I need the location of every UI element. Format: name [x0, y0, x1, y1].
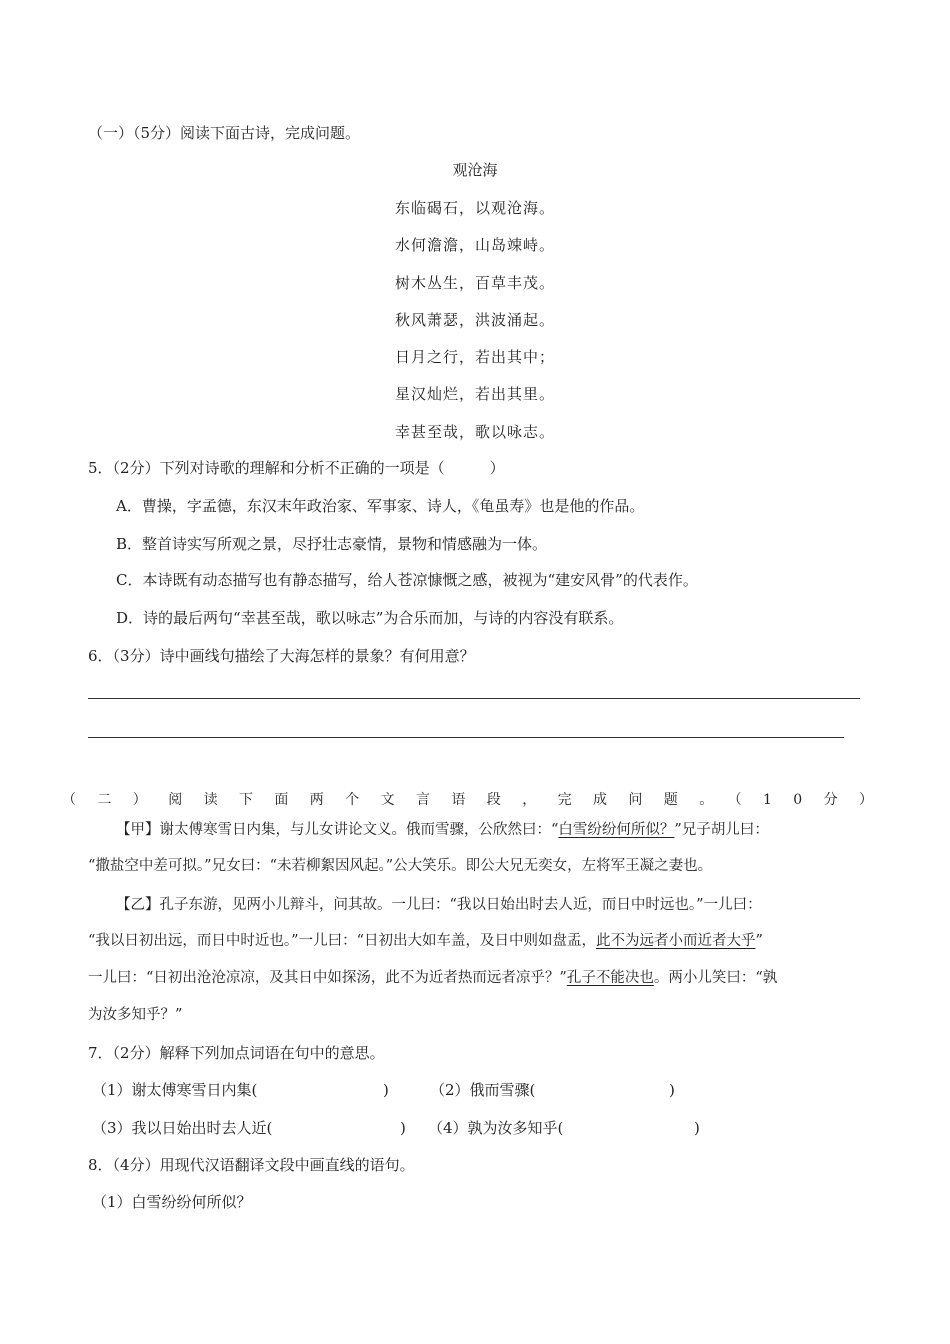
question-7-item-4: （4）孰为汝多知乎( [428, 1119, 564, 1137]
poem-line: 水何澹澹，山岛竦峙。 [394, 236, 555, 254]
passage-yi-line: 为汝多知乎？” [88, 1007, 183, 1023]
question-5-option-c: C．本诗既有动态描写也有静态描写，给人苍凉慷慨之感，被视为“建安风骨”的代表作。 [116, 571, 698, 589]
passage-jia-line [116, 820, 769, 840]
section1-heading: （一）（5分）阅读下面古诗，完成问题。 [88, 124, 361, 142]
poem-line: 东临碣石，以观沧海。 [394, 199, 555, 217]
blank-close: ) [383, 1081, 389, 1099]
question-8-item-1: （1）白雪纷纷何所似？ [92, 1193, 252, 1211]
question-5-option-b: B．整首诗实写所观之景，尽抒壮志豪情，景物和情感融为一体。 [116, 535, 548, 553]
blank-close: ) [669, 1081, 675, 1099]
item-text: （1）谢太傅寒雪日内集( [92, 1081, 258, 1099]
question-5-stem: 5．（2分）下列对诗歌的理解和分析不正确的一项是（ ） [88, 459, 505, 477]
question-7-item-2: （2）俄而雪骤( [430, 1081, 536, 1099]
poem-line: 幸甚至哉，歌以咏志。 [394, 423, 555, 441]
question-7-item-1 [92, 1080, 257, 1100]
passage-text: 一儿曰：“日初出沧沧凉凉，及其日中如探汤，此不为近者热而远者凉乎？” [88, 970, 567, 986]
poem-line: 星汉灿烂，若出其里。 [394, 385, 555, 403]
poem-title: 观沧海 [452, 161, 498, 179]
poem-line: 日月之行，若出其中； [394, 348, 555, 366]
question-7-stem: 7．（2分）解释下列加点词语在句中的意思。 [88, 1044, 385, 1062]
poem-line: 秋风萧瑟，洪波涌起。 [394, 311, 555, 329]
passage-yi-line [88, 931, 763, 951]
question-5-option-a: A．曹操，字孟德，东汉末年政治家、军事家、诗人，《龟虽寿》也是他的作品。 [116, 497, 645, 515]
underlined-sentence: 孔子不能决也 [566, 970, 654, 986]
passage-text: ” [755, 933, 763, 949]
answer-line[interactable] [88, 698, 860, 699]
underlined-sentence: 白雪纷纷何所似？ [558, 822, 675, 838]
passage-yi-line [88, 968, 777, 988]
blank-close: ) [400, 1119, 406, 1137]
question-8-stem: 8．（4分）用现代汉语翻译文段中画直线的语句。 [88, 1156, 415, 1174]
passage-text: 。两小儿笑曰：“孰 [653, 970, 778, 986]
passage-text: 【甲】谢太傅寒雪日内集，与儿女讲论文义。俄而雪骤，公欣然曰：“ [116, 822, 559, 838]
question-7-item-3: （3）我以日始出时去人近( [92, 1119, 273, 1137]
passage-text: “我以日初出远，而日中时近也。”一儿曰：“日初出大如车盖，及日中则如盘盂， [88, 933, 596, 949]
section2-heading: （二）阅读下面两个文言语段，完成问题。（10分） [62, 792, 895, 808]
passage-jia-line: “撒盐空中差可拟。”兄女曰：“未若柳絮因风起。”公大笑乐。即公大兄无奕女，左将军王凝之妻也。 [88, 858, 713, 874]
blank-close: ) [694, 1119, 700, 1137]
poem-line: 树木丛生，百草丰茂。 [394, 274, 555, 292]
passage-text: ”兄子胡儿曰： [674, 822, 769, 838]
passage-yi-line: 【乙】孔子东游，见两小儿辩斗，问其故。一儿曰：“我以日始出时去人近，而日中时远也。”一儿曰： [116, 897, 762, 913]
question-6-stem: 6．（3分）诗中画线句描绘了大海怎样的景象？有何用意？ [88, 647, 475, 665]
answer-line[interactable] [88, 737, 844, 738]
question-5-option-d: D．诗的最后两句“幸甚至哉，歌以咏志”为合乐而加，与诗的内容没有联系。 [116, 609, 624, 627]
underlined-sentence: 此不为远者小而近者大乎 [596, 933, 756, 949]
